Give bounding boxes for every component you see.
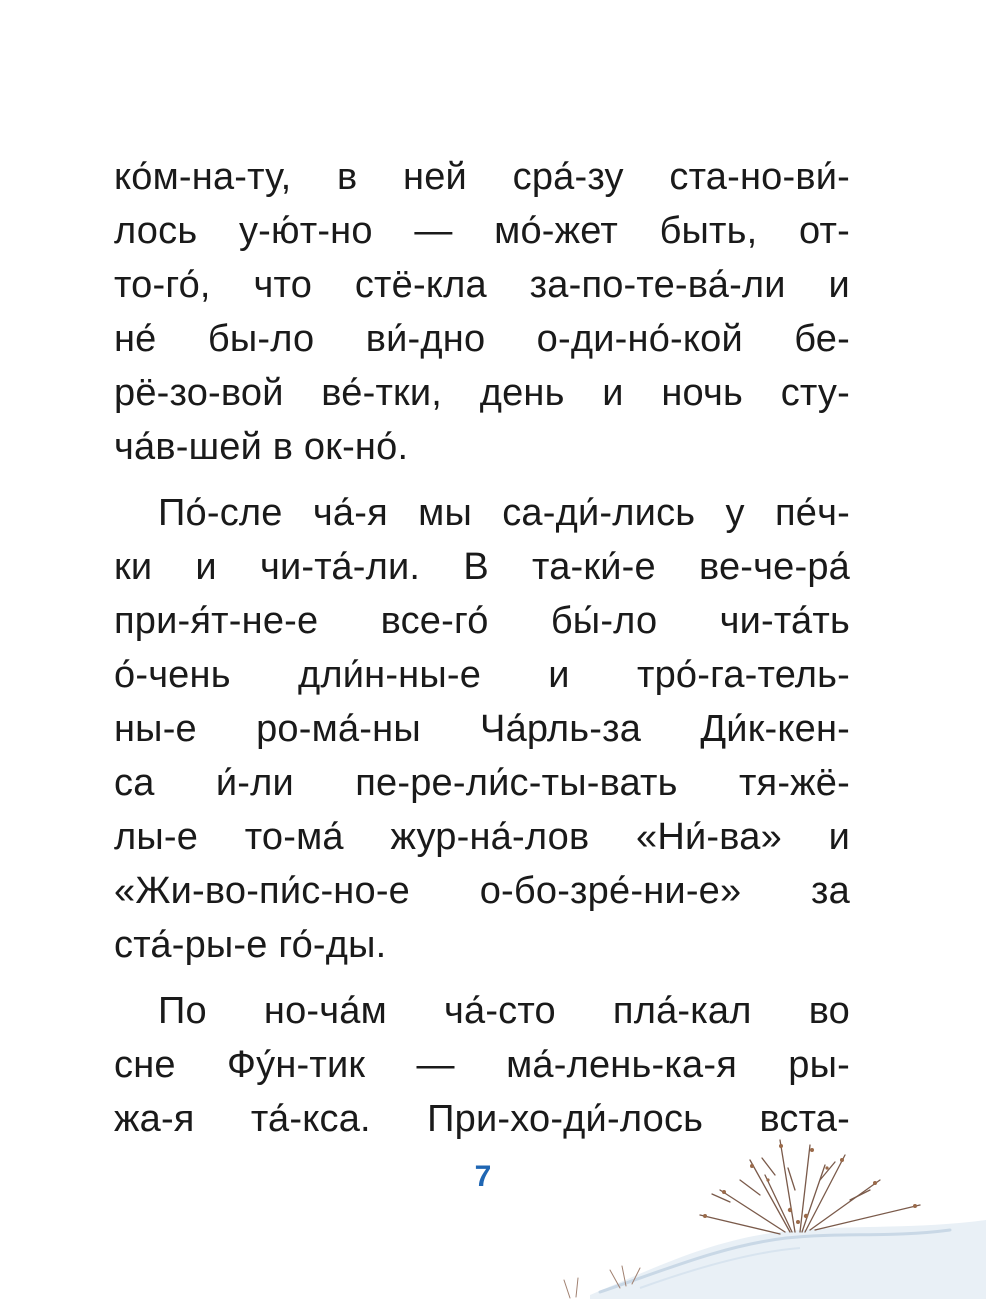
text-line: то-го́, что стё-кла за-по-те-ва́-ли и: [114, 264, 850, 306]
text-line: сне Фу́н-тик — ма́-лень-ка-я ры-: [114, 1044, 850, 1086]
text-line: жа-я та́-кса. При-хо-ди́-лось вста-: [114, 1098, 850, 1140]
text-line: са и́-ли пе-ре-ли́с-ты-вать тя-жё-: [114, 762, 850, 804]
text-line: не́ бы-ло ви́-дно о-ди-но́-кой бе-: [114, 318, 850, 360]
text-line: ча́в-шей в ок-но́.: [114, 426, 409, 468]
text-line: о́-чень дли́н-ны-е и тро́-га-тель-: [114, 654, 850, 696]
bush-twigs: [700, 1140, 920, 1234]
text-line: По но-ча́м ча́-сто пла́-кал во: [158, 990, 850, 1032]
text-line: ки и чи-та́-ли. В та-ки́-е ве-че-ра́: [114, 546, 850, 588]
text-line: лось у-ю́т-но — мо́-жет быть, от-: [114, 210, 850, 252]
text-line: лы-е то-ма́ жур-на́-лов «Ни́-ва» и: [114, 816, 850, 858]
text-line: при-я́т-не-е все-го́ бы́-ло чи-та́ть: [114, 600, 850, 642]
page-number: 7: [474, 1160, 492, 1193]
paragraph-gap: [114, 474, 850, 486]
text-line: ко́м-на-ту, в ней сра́-зу ста-но-ви́-: [114, 156, 850, 198]
text-line: ны-е ро-ма́-ны Ча́рль-за Ди́к-кен-: [114, 708, 850, 750]
text-line: ста́-ры-е го́-ды.: [114, 924, 387, 966]
text-line: «Жи-во-пи́с-но-е о-бо-зре́-ни-е» за: [114, 870, 850, 912]
snowy-bush-illustration: [450, 1120, 986, 1299]
dried-leaves: [703, 1144, 917, 1224]
text-line: рё-зо-вой ве́-тки, день и ночь сту-: [114, 372, 850, 414]
text-line: По́-сле ча́-я мы са-ди́-лись у пе́ч-: [158, 492, 850, 534]
paragraph-gap: [114, 972, 850, 984]
body-text: [114, 150, 850, 1146]
